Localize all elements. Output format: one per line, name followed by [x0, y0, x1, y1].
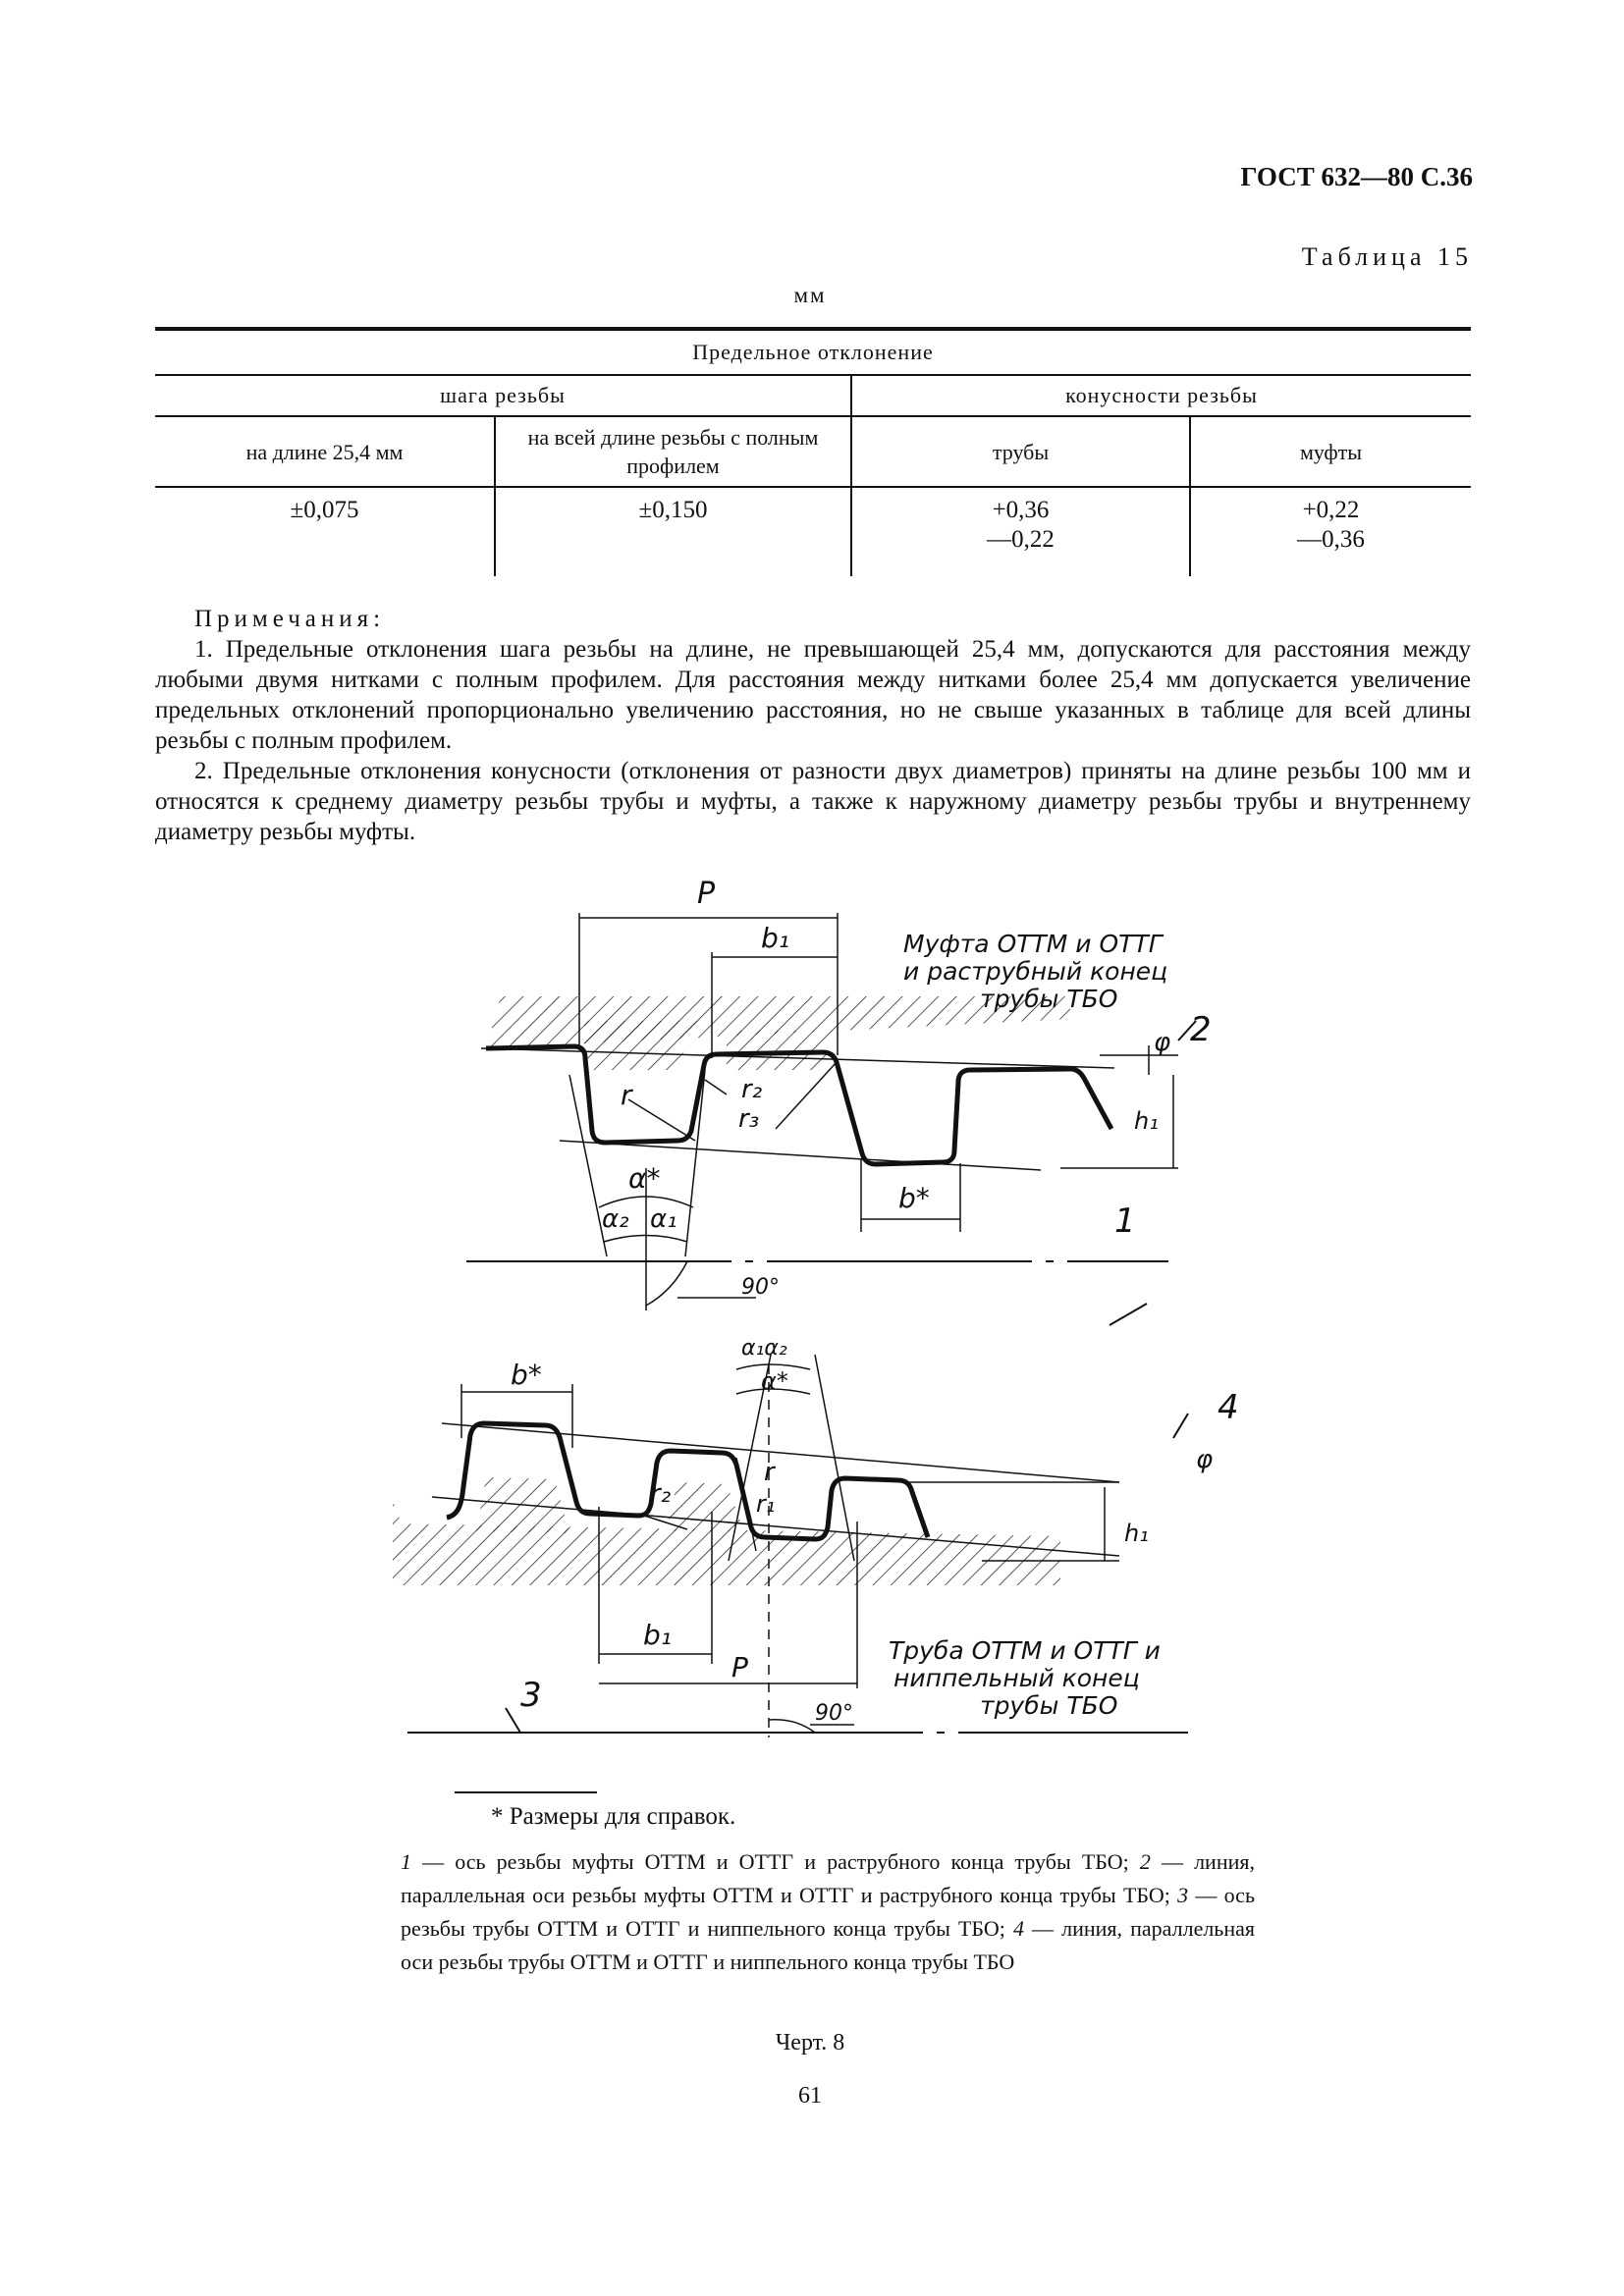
- thread-profile-drawing: [393, 874, 1257, 1757]
- cell-pipe-minus: —0,22: [987, 526, 1055, 553]
- label-p-top: P: [697, 877, 716, 911]
- cell-pipe-plus: +0,36: [992, 497, 1050, 523]
- caption-top-2: и раструбный конец: [903, 957, 1168, 986]
- label-line-1: [1110, 1304, 1147, 1325]
- pipe-hatch-tooth-3: [666, 1482, 744, 1531]
- legend-key-1: 1: [401, 1849, 411, 1874]
- label-90-bottom: 90°: [815, 1701, 853, 1726]
- label-3: 3: [520, 1676, 542, 1715]
- leader-r2-top: [705, 1080, 727, 1095]
- figure-legend: [401, 1845, 1255, 1979]
- group-taper: конусности резьбы: [851, 375, 1471, 416]
- label-bstar-bottom: b*: [511, 1359, 542, 1391]
- caption-bottom-1: Труба ОТТМ и ОТТГ и: [889, 1636, 1161, 1665]
- label-bstar-top: b*: [898, 1182, 930, 1214]
- table-number: Таблица 15: [1301, 242, 1473, 271]
- label-h1-top: h₁: [1134, 1107, 1159, 1135]
- label-r-top: r: [621, 1079, 632, 1111]
- footnote-rule: [455, 1791, 597, 1793]
- col-pitch-25: на длине 25,4 мм: [155, 416, 495, 487]
- cell-coupling-plus: +0,22: [1302, 497, 1360, 523]
- label-p-bottom: P: [731, 1651, 748, 1683]
- label-1: 1: [1114, 1201, 1136, 1241]
- col-coupling: муфты: [1190, 416, 1471, 487]
- label-line-4: [1173, 1414, 1188, 1438]
- table-unit: мм: [793, 283, 827, 307]
- cell-coupling: [1190, 487, 1471, 576]
- leader-r-top: [628, 1099, 695, 1141]
- label-r2-top: r₂: [741, 1075, 763, 1104]
- label-r-bottom: r: [764, 1458, 775, 1487]
- label-h1-bottom: h₁: [1124, 1520, 1149, 1547]
- notes: [155, 604, 1471, 847]
- label-alpha1-top: α₁: [650, 1204, 677, 1234]
- label-r1-bottom: r₁: [756, 1490, 776, 1518]
- label-alpha-star-bottom: α*: [761, 1367, 788, 1395]
- label-2: 2: [1190, 1010, 1212, 1049]
- cell-pipe: [851, 487, 1190, 576]
- table-caption: Предельное отклонение: [155, 329, 1471, 375]
- footnote: * Размеры для справок.: [491, 1803, 736, 1830]
- label-90-top: 90°: [741, 1275, 780, 1300]
- coupling-hatch-tooth-1: [584, 1021, 703, 1070]
- legend-text-4: — линия, параллельная оси резьбы трубы ОТТМ и ОТТГ и ниппельного конца трубы ТБО: [401, 1916, 1255, 1974]
- group-pitch: шага резьбы: [155, 375, 851, 416]
- col-pitch-full: на всей длине резьбы с полным профилем: [495, 416, 851, 487]
- label-b1-top: b₁: [761, 922, 789, 954]
- leader-r3-top: [776, 1062, 837, 1129]
- caption-top-3: трубы ТБО: [980, 985, 1118, 1013]
- legend-key-4: 4: [1012, 1916, 1024, 1941]
- crest-line-bottom: [442, 1423, 1119, 1482]
- tolerance-table: [155, 327, 1471, 576]
- note-2: 2. Предельные отклонения конусности (отклонения от разности двух диаметров) приняты на длине резьбы 100 мм и относятся к среднему диаметру резьбы трубы и муфты, а также к наружному диаметру резьбы трубы и внутреннему диаметру резьбы муфты.: [155, 758, 1471, 845]
- label-alpha12-bottom: α₁α₂: [741, 1336, 787, 1361]
- page-number: 61: [798, 2083, 822, 2109]
- col-pipe: трубы: [851, 416, 1190, 487]
- label-r3-top: r₃: [738, 1104, 760, 1134]
- standard-header: ГОСТ 632—80 С.36: [1240, 162, 1473, 191]
- caption-bottom-2: ниппельный конец: [893, 1664, 1140, 1692]
- label-line-3: [506, 1708, 520, 1733]
- notes-heading: Примечания:: [194, 606, 386, 632]
- caption-bottom-3: трубы ТБО: [980, 1691, 1118, 1720]
- label-phi-bottom: φ: [1196, 1445, 1214, 1474]
- label-4: 4: [1218, 1388, 1239, 1427]
- pipe-hatch-tooth-1: [393, 1472, 403, 1526]
- drawing-label: Черт. 8: [775, 2030, 845, 2056]
- legend-text-2: — линия, параллельная оси резьбы муфты ОТТМ и ОТТГ и раструбного конца трубы ТБО;: [401, 1849, 1255, 1907]
- legend-text-3: — ось резьбы трубы ОТТМ и ОТТГ и ниппельного конца трубы ТБО;: [401, 1883, 1255, 1941]
- caption-top-1: Муфта ОТТМ и ОТТГ: [903, 930, 1163, 958]
- legend-key-3: 3: [1177, 1883, 1189, 1907]
- note-1: 1. Предельные отклонения шага резьбы на длине, не превышающей 25,4 мм, допускаются для расстояния между любыми двумя нитками с полным профилем. Для расстояния между нитками более 25,4 мм допускается увеличение предельных отклонений пропорционально увеличению расстояния, но не свыше указанных в таблице для всей длины резьбы с полным профилем.: [155, 636, 1471, 754]
- label-alpha-star-top: α*: [628, 1162, 661, 1195]
- cell-pitch-full: ±0,150: [495, 487, 851, 576]
- label-phi-top: φ: [1154, 1028, 1171, 1057]
- angle-arc-90-b: [769, 1720, 815, 1733]
- label-r2-bottom: r₂: [650, 1479, 672, 1509]
- cell-coupling-minus: —0,36: [1297, 526, 1365, 553]
- label-alpha2-top: α₂: [602, 1204, 629, 1234]
- table-row: [155, 487, 1471, 576]
- label-b1-bottom: b₁: [643, 1619, 672, 1651]
- cell-pitch-25: ±0,075: [290, 497, 359, 523]
- legend-key-2: 2: [1139, 1849, 1151, 1874]
- legend-text-1: — ось резьбы муфты ОТТМ и ОТТГ и раструбного конца трубы ТБО;: [411, 1849, 1140, 1874]
- angle-arc-90-top: [646, 1261, 687, 1306]
